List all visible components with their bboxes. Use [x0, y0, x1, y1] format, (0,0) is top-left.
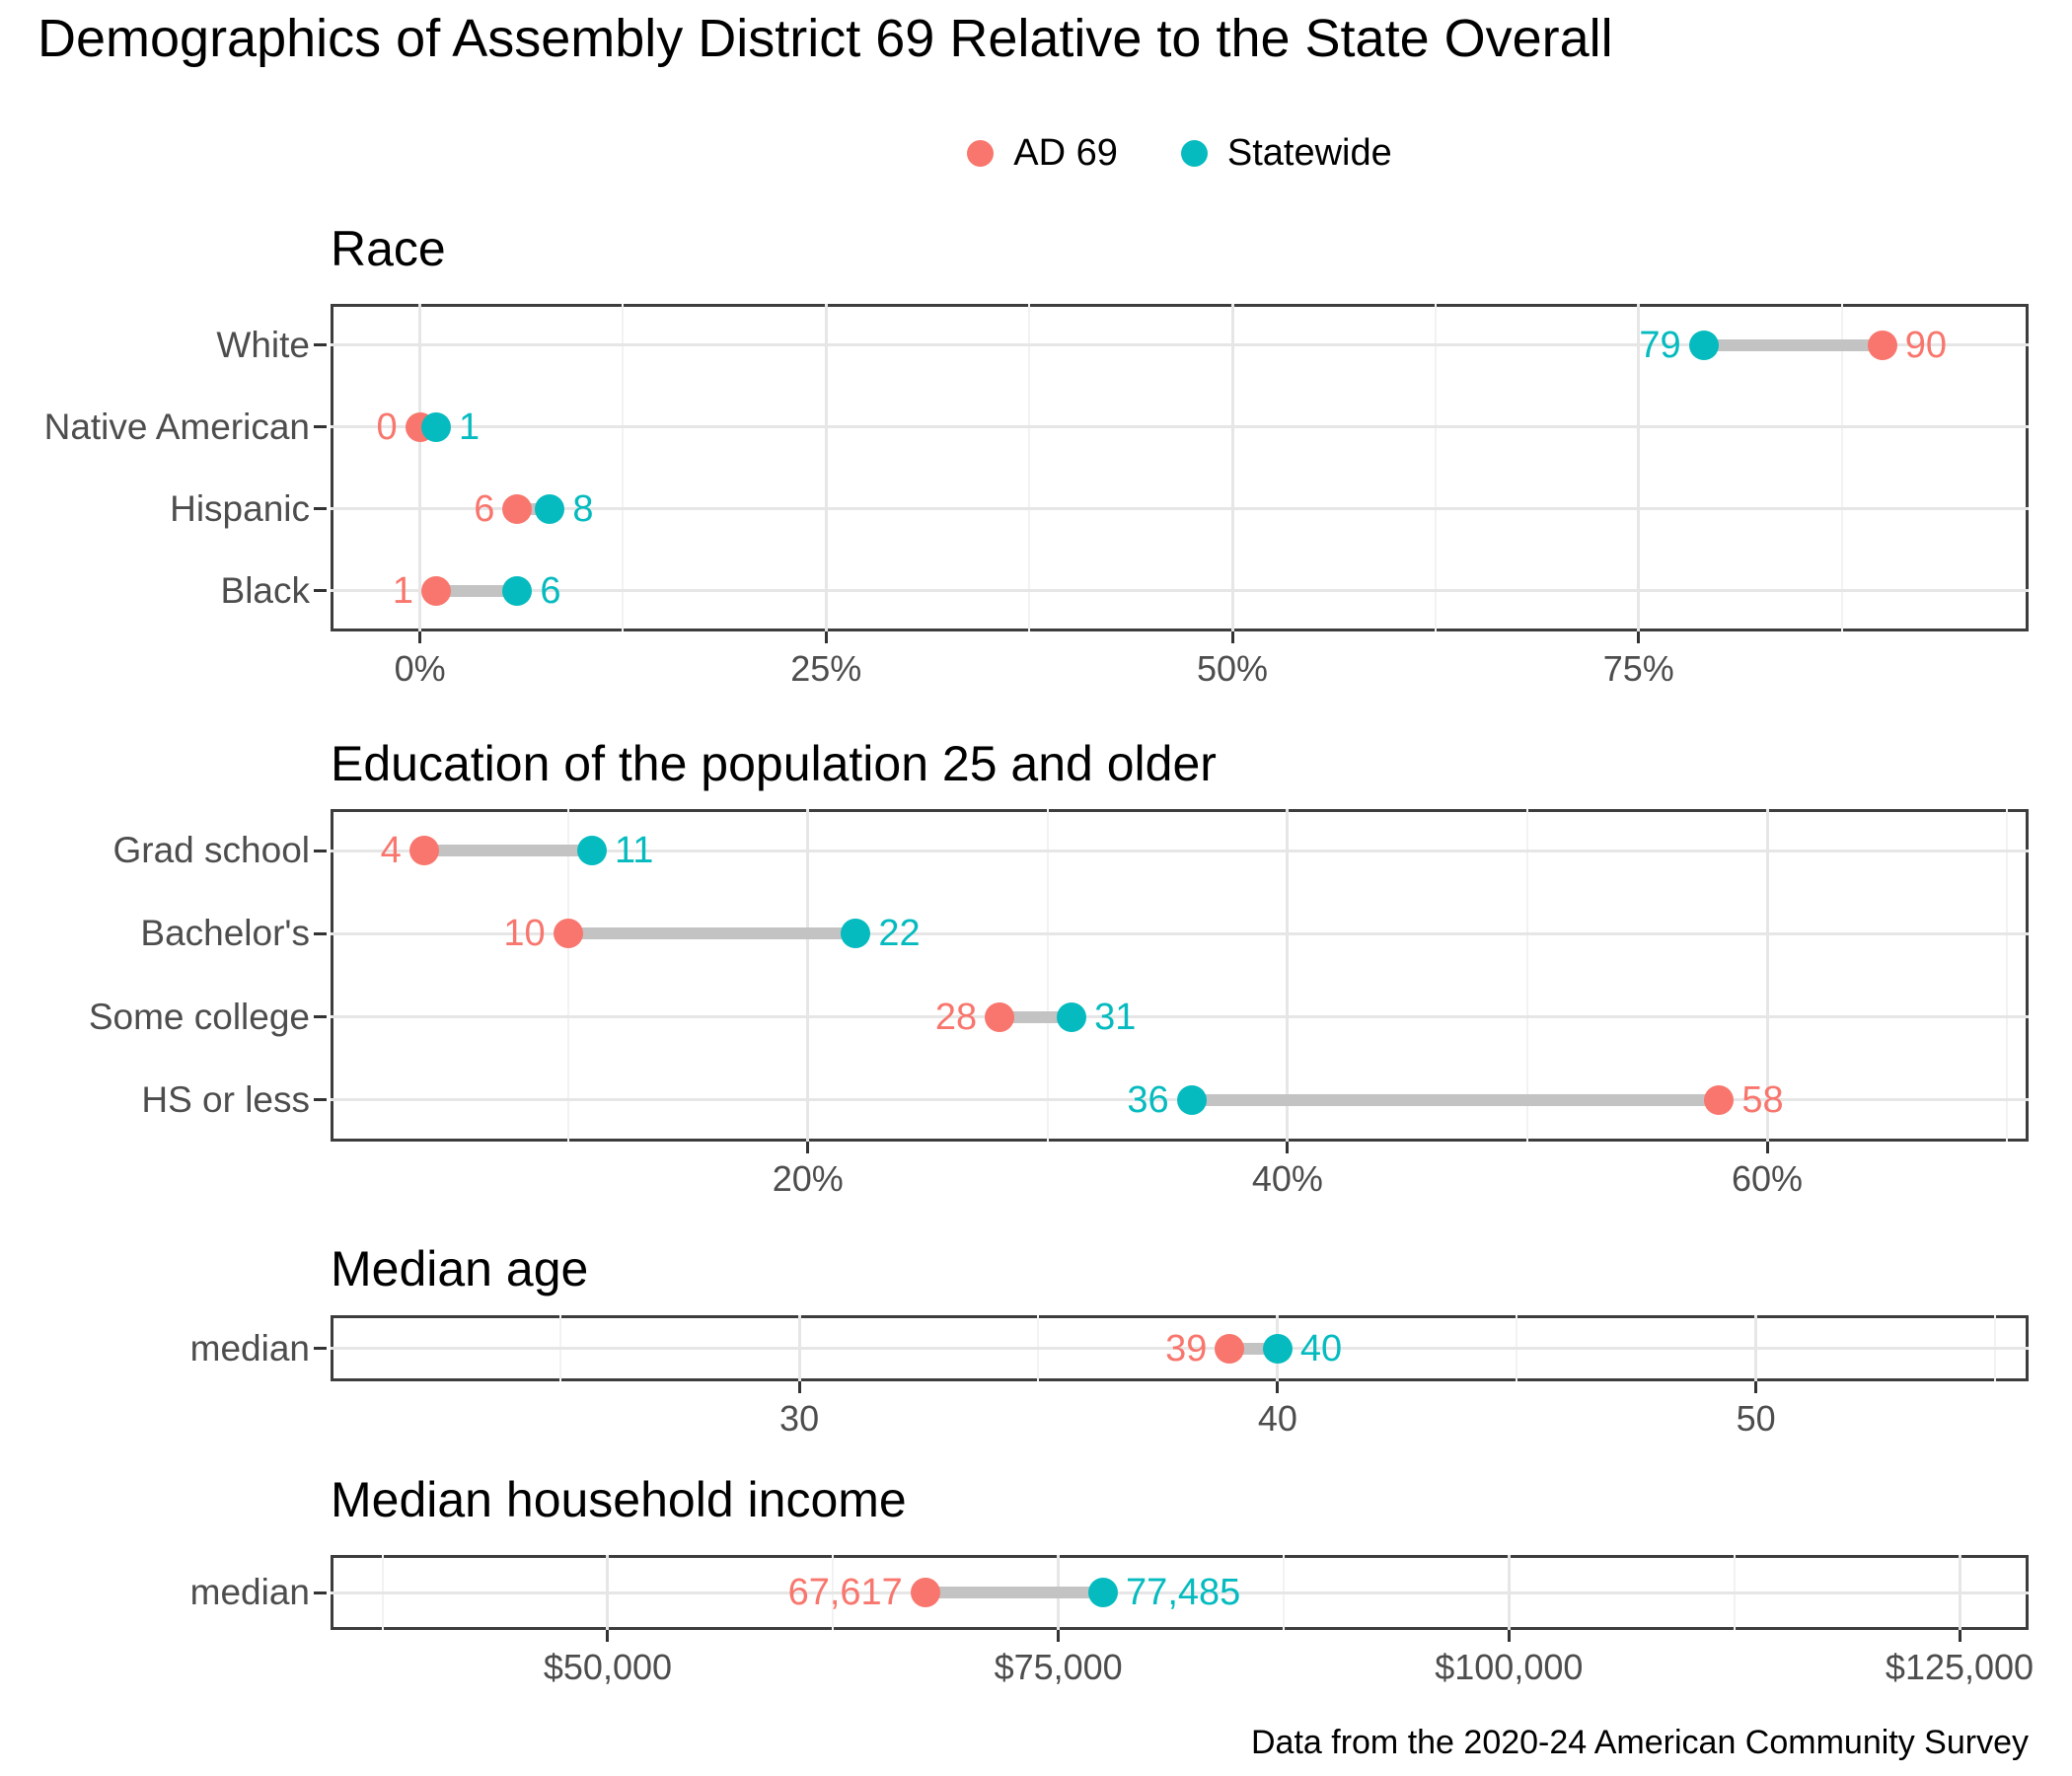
- legend-item-ad69: [967, 132, 1118, 175]
- value-label-statewide: 79: [1639, 324, 1681, 366]
- x-axis-tick-label: $75,000: [994, 1647, 1123, 1687]
- x-axis-tick-mark: [1959, 1630, 1961, 1642]
- gridline-minor: [622, 304, 624, 631]
- gridline-row: [331, 1015, 2029, 1018]
- dot-ad69: [421, 576, 451, 606]
- legend-label: AD 69: [1013, 131, 1118, 174]
- dot-statewide: [1177, 1085, 1207, 1115]
- category-label: Bachelor's: [140, 913, 310, 954]
- panel-title-race: Race: [331, 221, 446, 276]
- panel-title-education-of-the-population-25-and-older: Education of the population 25 and older: [331, 736, 1217, 791]
- dot-ad69: [1704, 1085, 1734, 1115]
- category-tick-mark: [314, 589, 327, 592]
- dot-ad69: [985, 1002, 1014, 1032]
- panel-median-age: [331, 1315, 2029, 1381]
- value-label-ad69: 67,617: [787, 1572, 903, 1613]
- dumbbell-segment: [424, 845, 592, 856]
- x-axis-tick-label: 50%: [1196, 648, 1269, 689]
- dot-ad69: [409, 836, 439, 865]
- category-label: Some college: [88, 996, 310, 1037]
- category-tick-mark: [314, 1015, 327, 1018]
- x-axis-tick-mark: [798, 1381, 801, 1393]
- panel-median-household-income: [331, 1555, 2029, 1630]
- x-axis-tick-label: 30: [779, 1398, 820, 1439]
- panel-title-median-age: Median age: [331, 1241, 589, 1296]
- category-tick-mark: [314, 932, 327, 935]
- x-axis-tick-mark: [1766, 1142, 1769, 1153]
- category-label: Hispanic: [170, 487, 310, 529]
- gridline-major: [418, 304, 421, 631]
- dot-statewide: [1088, 1578, 1118, 1607]
- category-label: median: [189, 1572, 310, 1612]
- gridline-minor: [1028, 304, 1030, 631]
- category-tick-mark: [314, 850, 327, 852]
- panel-area-race: [331, 304, 2029, 631]
- category-label: Grad school: [112, 830, 310, 871]
- gridline-major: [806, 809, 809, 1142]
- panel-education-of-the-population-25-and-older: [331, 809, 2029, 1142]
- x-axis-tick-label: 25%: [790, 648, 862, 689]
- value-label-ad69: 0: [376, 406, 398, 448]
- dot-statewide: [1689, 331, 1719, 360]
- x-axis-tick-mark: [606, 1630, 609, 1642]
- category-label: HS or less: [141, 1078, 310, 1120]
- gridline-row: [331, 425, 2029, 428]
- category-tick-mark: [314, 1347, 327, 1350]
- dot-ad69: [502, 494, 532, 524]
- x-axis-tick-label: 40: [1257, 1398, 1297, 1439]
- dot-statewide: [421, 412, 451, 442]
- category-label: Black: [220, 569, 310, 611]
- panel-area-median-household-income: [331, 1555, 2029, 1630]
- value-label-ad69: 1: [392, 569, 414, 612]
- x-axis-tick-mark: [825, 631, 828, 643]
- x-axis-tick-label: 20%: [772, 1158, 844, 1199]
- x-axis-tick-mark: [1057, 1630, 1060, 1642]
- gridline-minor: [2006, 809, 2008, 1142]
- panel-race: [331, 304, 2029, 631]
- x-axis-tick-label: 0%: [394, 648, 446, 689]
- dot-ad69: [1215, 1334, 1244, 1364]
- x-axis-tick-label: $50,000: [543, 1647, 673, 1687]
- dumbbell-segment: [1192, 1094, 1720, 1106]
- x-axis-tick-mark: [418, 631, 421, 643]
- value-label-ad69: 39: [1165, 1327, 1208, 1369]
- x-axis-tick-mark: [806, 1142, 809, 1153]
- gridline-major: [825, 304, 828, 631]
- value-label-statewide: 8: [572, 487, 594, 530]
- x-axis-tick-label: $100,000: [1435, 1647, 1584, 1687]
- value-label-statewide: 11: [614, 830, 654, 872]
- dot-statewide: [841, 919, 870, 948]
- dot-statewide: [1263, 1334, 1293, 1364]
- dot-statewide: [577, 836, 607, 865]
- gridline-minor: [1526, 809, 1528, 1142]
- value-label-statewide: 40: [1299, 1327, 1343, 1369]
- x-axis-tick-label: $125,000: [1885, 1647, 2035, 1687]
- legend-dot-icon: [967, 140, 994, 167]
- dot-ad69: [911, 1578, 940, 1607]
- gridline-major: [1286, 809, 1289, 1142]
- x-axis-tick-mark: [1508, 1630, 1511, 1642]
- gridline-major: [1231, 304, 1234, 631]
- dumbbell-segment: [1704, 339, 1883, 351]
- value-label-ad69: 58: [1741, 1078, 1784, 1121]
- value-label-statewide: 77,485: [1126, 1572, 1241, 1613]
- value-label-statewide: 36: [1127, 1078, 1169, 1121]
- dumbbell-segment: [568, 927, 856, 939]
- x-axis-tick-label: 40%: [1251, 1158, 1323, 1199]
- dot-ad69: [554, 919, 583, 948]
- panel-title-median-household-income: Median household income: [331, 1472, 907, 1527]
- category-label: Native American: [43, 406, 310, 447]
- panel-area-education-of-the-population-25-and-older: [331, 809, 2029, 1142]
- value-label-ad69: 6: [474, 487, 495, 530]
- gridline-minor: [1841, 304, 1843, 631]
- value-label-ad69: 28: [934, 996, 978, 1038]
- gridline-minor: [1047, 809, 1049, 1142]
- category-tick-mark: [314, 507, 327, 510]
- value-label-ad69: 4: [380, 830, 402, 872]
- value-label-ad69: 90: [1904, 324, 1948, 366]
- gridline-minor: [1435, 304, 1437, 631]
- value-label-ad69: 10: [503, 913, 546, 955]
- gridline-minor: [567, 809, 569, 1142]
- legend-label: Statewide: [1226, 131, 1392, 174]
- dumbbell-segment: [925, 1587, 1103, 1598]
- value-label-statewide: 1: [459, 406, 481, 448]
- dot-statewide: [502, 576, 532, 606]
- category-label: median: [189, 1327, 310, 1369]
- legend: [331, 130, 2029, 176]
- dot-statewide: [535, 494, 564, 524]
- value-label-statewide: 31: [1094, 996, 1137, 1038]
- dot-ad69: [1868, 331, 1897, 360]
- value-label-statewide: 6: [540, 569, 561, 612]
- category-tick-mark: [314, 1591, 327, 1594]
- dot-statewide: [1057, 1002, 1086, 1032]
- x-axis-tick-label: 75%: [1602, 648, 1674, 689]
- x-axis-tick-mark: [1754, 1381, 1757, 1393]
- x-axis-tick-label: 50: [1736, 1398, 1776, 1439]
- category-tick-mark: [314, 343, 327, 346]
- legend-dot-icon: [1181, 140, 1208, 167]
- x-axis-tick-mark: [1286, 1142, 1289, 1153]
- legend-item-statewide: [1181, 132, 1392, 175]
- caption: Data from the 2020-24 American Community Survey: [1250, 1724, 2029, 1761]
- value-label-statewide: 22: [878, 913, 921, 955]
- panel-area-median-age: [331, 1315, 2029, 1381]
- category-label: White: [216, 324, 310, 365]
- x-axis-tick-label: 60%: [1732, 1158, 1804, 1199]
- x-axis-tick-mark: [1276, 1381, 1279, 1393]
- category-tick-mark: [314, 425, 327, 428]
- x-axis-tick-mark: [1231, 631, 1234, 643]
- figure-title: Demographics of Assembly District 69 Relative to the State Overall: [37, 9, 1613, 68]
- gridline-row: [331, 589, 2029, 592]
- category-tick-mark: [314, 1098, 327, 1101]
- x-axis-tick-mark: [1637, 631, 1640, 643]
